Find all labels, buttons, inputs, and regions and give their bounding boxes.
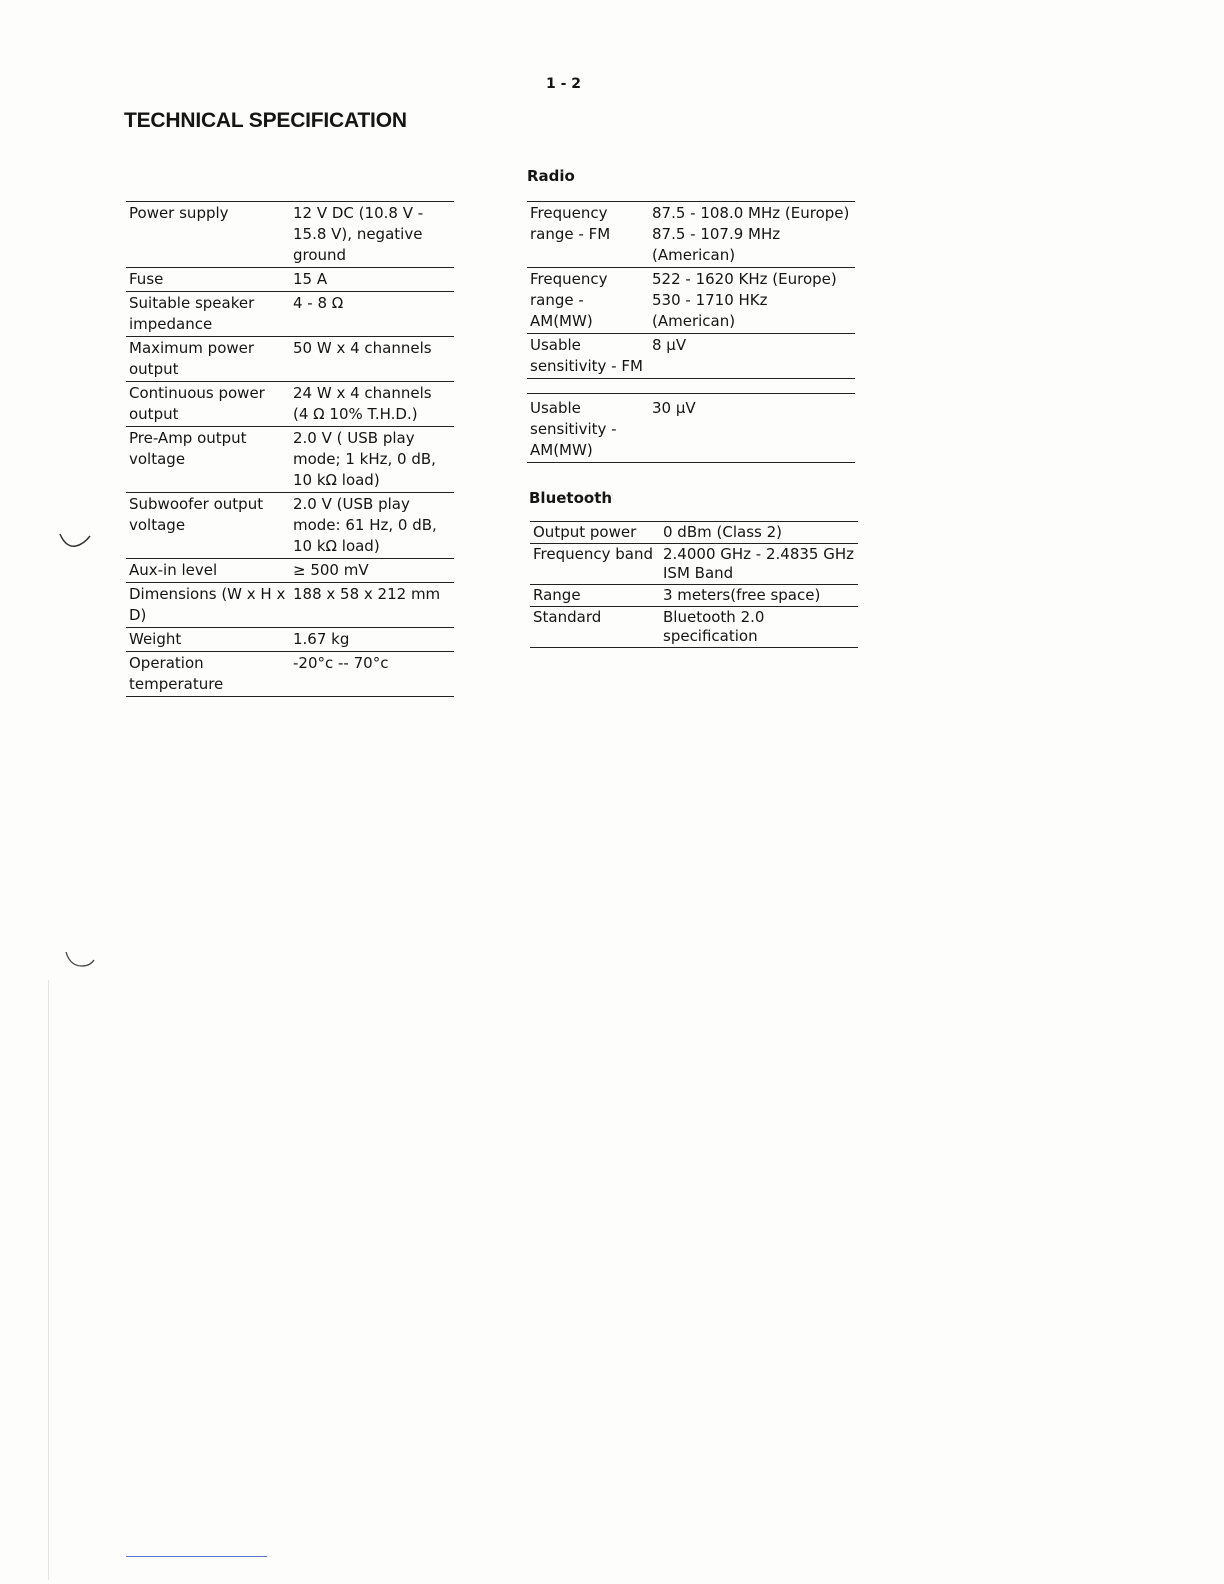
table-row: [126, 628, 454, 652]
spec-value: 2.0 V ( USB play mode; 1 kHz, 0 dB, 10 kΩ load): [290, 427, 454, 493]
spacer-cell: [527, 379, 855, 394]
table-row: [126, 292, 454, 337]
spec-label: Standard: [530, 607, 660, 648]
spec-value: 4 - 8 Ω: [290, 292, 454, 337]
spec-label: Power supply: [126, 202, 290, 268]
spec-value: 2.4000 GHz - 2.4835 GHz ISM Band: [660, 544, 858, 585]
spec-value: 1.67 kg: [290, 628, 454, 652]
table-row: [126, 268, 454, 292]
spec-label: Frequency band: [530, 544, 660, 585]
bluetooth-heading: Bluetooth: [529, 489, 613, 507]
binding-mark-icon: [58, 530, 94, 552]
table-row: [126, 559, 454, 583]
table-row: [126, 427, 454, 493]
table-row: [530, 585, 858, 607]
spec-value: 0 dBm (Class 2): [660, 522, 858, 544]
table-row: [126, 652, 454, 697]
table-row: [530, 522, 858, 544]
table-row: [126, 202, 454, 268]
spec-label: Fuse: [126, 268, 290, 292]
page-number: 1 - 2: [546, 76, 582, 92]
spec-value: 50 W x 4 channels: [290, 337, 454, 382]
table-row: [126, 583, 454, 628]
spec-value: 15 A: [290, 268, 454, 292]
spec-label: Continuous power output: [126, 382, 290, 427]
spec-value: 2.0 V (USB play mode: 61 Hz, 0 dB, 10 kΩ load): [290, 493, 454, 559]
table-row: [527, 202, 855, 268]
spec-value: 3 meters(free space): [660, 585, 858, 607]
general-spec-table: [126, 201, 454, 697]
spec-label: Output power: [530, 522, 660, 544]
scan-edge-line: [48, 980, 49, 1580]
spec-label: Operation temperature: [126, 652, 290, 697]
spec-label: Usable sensitivity - AM(MW): [527, 394, 649, 463]
radio-spec-table: [527, 201, 855, 463]
bluetooth-spec-table: [530, 521, 858, 648]
spec-value: 24 W x 4 channels (4 Ω 10% T.H.D.): [290, 382, 454, 427]
spec-value: 30 µV: [649, 394, 855, 463]
spec-label: Subwoofer output voltage: [126, 493, 290, 559]
spec-value: 87.5 - 108.0 MHz (Europe) 87.5 - 107.9 MHz (American): [649, 202, 855, 268]
table-row: [126, 493, 454, 559]
footer-rule: [126, 1556, 267, 1557]
spec-value: 522 - 1620 KHz (Europe) 530 - 1710 HKz (American): [649, 268, 855, 334]
spec-label: Suitable speaker impedance: [126, 292, 290, 337]
table-spacer: [527, 379, 855, 394]
spec-value: 12 V DC (10.8 V - 15.8 V), negative ground: [290, 202, 454, 268]
spec-label: Usable sensitivity - FM: [527, 334, 649, 379]
spec-value: 8 µV: [649, 334, 855, 379]
table-row: [527, 394, 855, 463]
spec-label: Pre-Amp output voltage: [126, 427, 290, 493]
spec-value: ≥ 500 mV: [290, 559, 454, 583]
table-row: [530, 544, 858, 585]
radio-heading: Radio: [527, 167, 575, 185]
table-row: [527, 334, 855, 379]
spec-label: Frequency range - FM: [527, 202, 649, 268]
spec-label: Dimensions (W x H x D): [126, 583, 290, 628]
spec-label: Range: [530, 585, 660, 607]
spec-label: Aux-in level: [126, 559, 290, 583]
table-row: [530, 607, 858, 648]
binding-mark-icon: [62, 948, 98, 972]
table-row: [126, 382, 454, 427]
spec-label: Frequency range - AM(MW): [527, 268, 649, 334]
spec-label: Maximum power output: [126, 337, 290, 382]
spec-value: Bluetooth 2.0 specification: [660, 607, 858, 648]
table-row: [527, 268, 855, 334]
spec-label: Weight: [126, 628, 290, 652]
spec-value: -20°c -- 70°c: [290, 652, 454, 697]
page-title: TECHNICAL SPECIFICATION: [124, 109, 407, 132]
table-row: [126, 337, 454, 382]
spec-value: 188 x 58 x 212 mm: [290, 583, 454, 628]
